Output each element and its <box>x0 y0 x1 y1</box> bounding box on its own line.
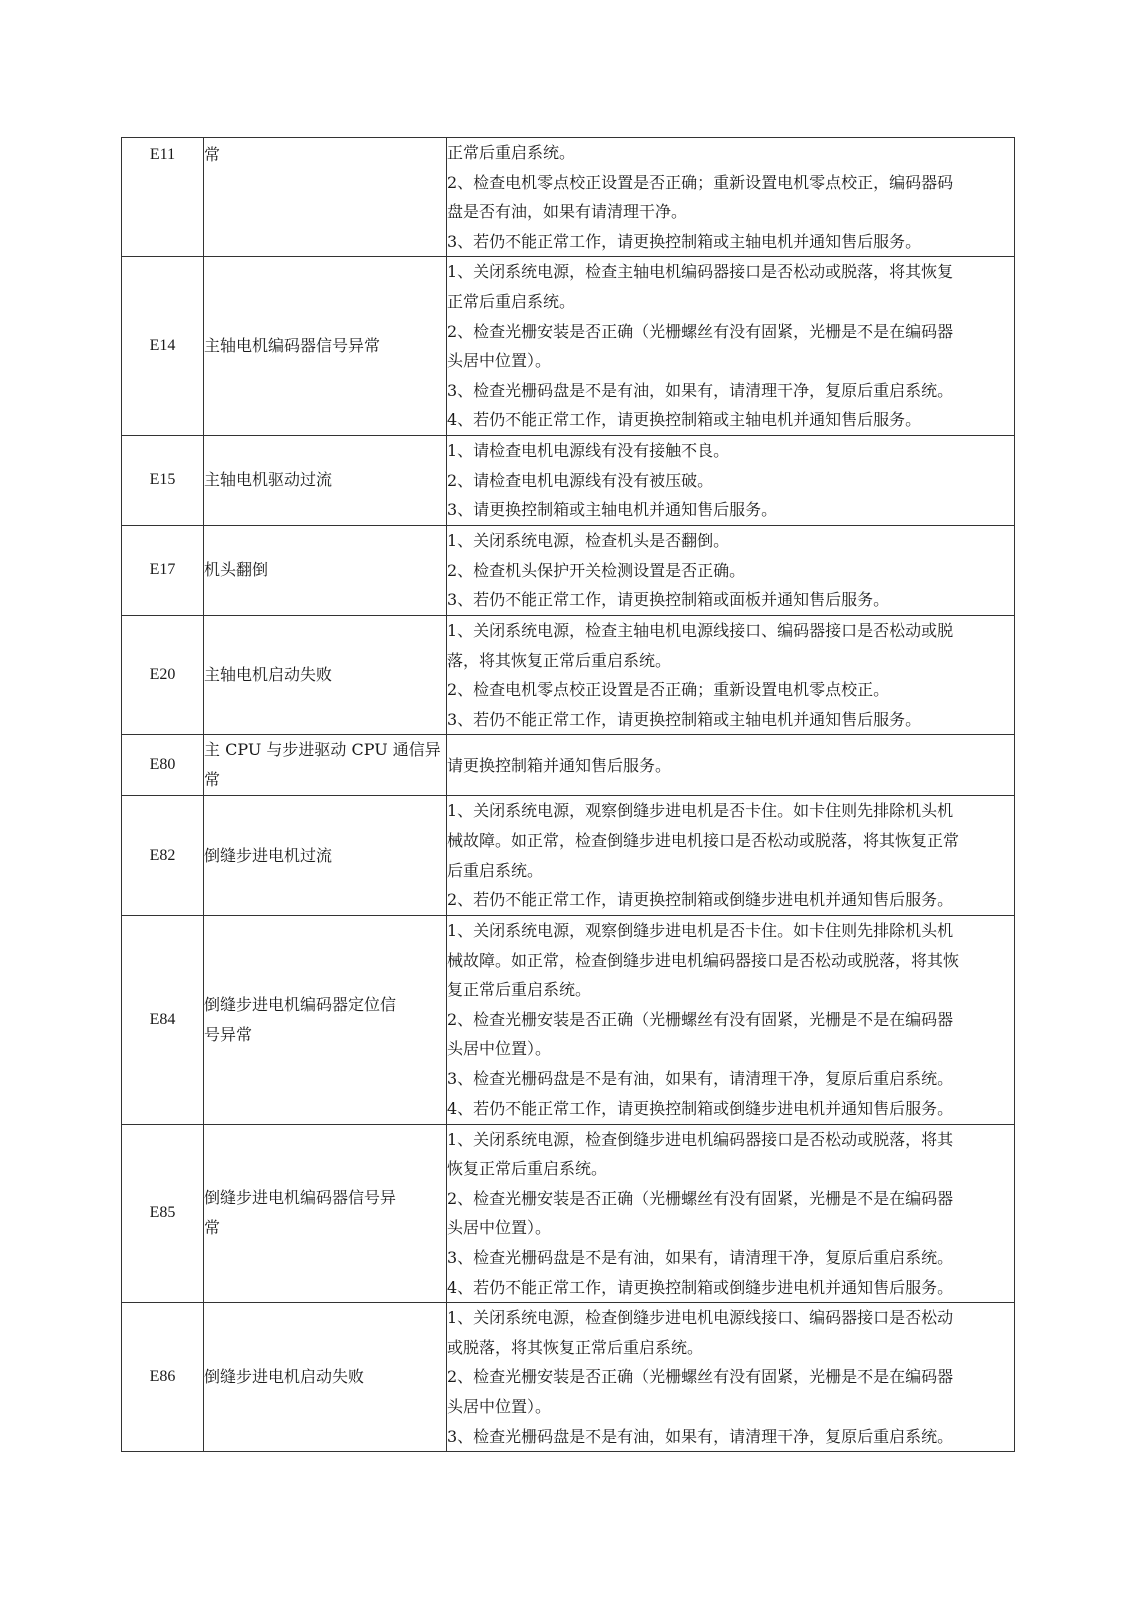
error-code-table <box>121 137 1015 1452</box>
solution-line: 1、关闭系统电源，检查机头是否翻倒。 <box>447 531 730 551</box>
solution-line: 头居中位置）。 <box>447 1397 552 1417</box>
error-code: E17 <box>122 525 204 615</box>
description-line: 倒缝步进电机编码器信号异 <box>204 1188 397 1208</box>
solution-line: 正常后重启系统。 <box>447 291 576 311</box>
solution-line: 2、检查机头保护开关检测设置是否正确。 <box>447 560 746 580</box>
document-page <box>121 137 1014 1452</box>
solution-line: 2、检查光栅安装是否正确（光栅螺丝有没有固紧，光栅是不是在编码器 <box>447 321 954 341</box>
error-code: E80 <box>122 735 204 796</box>
solution-line: 3、若仍不能正常工作，请更换控制箱或主轴电机并通知售后服务。 <box>447 231 922 251</box>
error-description: 机头翻倒 <box>204 525 447 615</box>
solution-line: 头居中位置）。 <box>447 1039 552 1059</box>
description-line: 常 <box>204 770 221 790</box>
solution-cell <box>447 435 1015 525</box>
solution-line: 1、关闭系统电源，检查主轴电机编码器接口是否松动或脱落，将其恢复 <box>447 262 954 282</box>
solution-line: 正常后重启系统。 <box>447 143 576 162</box>
error-description <box>204 1124 447 1303</box>
table-row <box>122 1124 1015 1303</box>
table-row <box>122 525 1015 615</box>
description-line: 号异常 <box>204 1024 253 1044</box>
solution-line: 1、关闭系统电源，观察倒缝步进电机是否卡住。如卡住则先排除机头机 <box>447 801 954 821</box>
solution-line: 盘是否有油，如果有请清理干净。 <box>447 202 688 222</box>
error-code: E11 <box>122 138 204 257</box>
table-row <box>122 615 1015 734</box>
solution-line: 4、若仍不能正常工作，请更换控制箱或倒缝步进电机并通知售后服务。 <box>447 1098 954 1118</box>
solution-line: 后重启系统。 <box>447 860 544 880</box>
table-row <box>122 796 1015 915</box>
error-description <box>204 735 447 796</box>
solution-line: 2、若仍不能正常工作，请更换控制箱或倒缝步进电机并通知售后服务。 <box>447 890 954 910</box>
solution-cell <box>447 1303 1015 1452</box>
solution-line: 3、检查光栅码盘是不是有油，如果有，请清理干净，复原后重启系统。 <box>447 1069 954 1089</box>
solution-cell <box>447 1124 1015 1303</box>
error-description <box>204 915 447 1124</box>
error-code: E85 <box>122 1124 204 1303</box>
error-description: 主轴电机驱动过流 <box>204 435 447 525</box>
solution-line: 3、请更换控制箱或主轴电机并通知售后服务。 <box>447 500 778 520</box>
error-description: 常 <box>204 138 447 257</box>
solution-line: 2、请检查电机电源线有没有被压破。 <box>447 470 714 490</box>
table-row <box>122 915 1015 1124</box>
solution-line: 落，将其恢复正常后重启系统。 <box>447 650 672 670</box>
solution-line: 1、关闭系统电源，检查倒缝步进电机电源线接口、编码器接口是否松动 <box>447 1308 954 1328</box>
description-line: 常 <box>204 1218 221 1238</box>
solution-line: 械故障。如正常，检查倒缝步进电机接口是否松动或脱落，将其恢复正常 <box>447 830 960 850</box>
solution-cell <box>447 138 1015 257</box>
solution-line: 4、若仍不能正常工作，请更换控制箱或主轴电机并通知售后服务。 <box>447 410 922 430</box>
table-row <box>122 138 1015 257</box>
solution-line: 4、若仍不能正常工作，请更换控制箱或倒缝步进电机并通知售后服务。 <box>447 1277 954 1297</box>
solution-cell <box>447 915 1015 1124</box>
solution-line: 头居中位置）。 <box>447 1218 552 1238</box>
error-description: 主轴电机编码器信号异常 <box>204 257 447 436</box>
solution-line: 1、关闭系统电源，观察倒缝步进电机是否卡住。如卡住则先排除机头机 <box>447 921 954 941</box>
error-code: E15 <box>122 435 204 525</box>
solution-line: 1、关闭系统电源，检查倒缝步进电机编码器接口是否松动或脱落，将其 <box>447 1129 954 1149</box>
solution-line: 3、检查光栅码盘是不是有油，如果有，请清理干净，复原后重启系统。 <box>447 1426 954 1446</box>
error-code: E84 <box>122 915 204 1124</box>
error-code: E20 <box>122 615 204 734</box>
table-row <box>122 735 1015 796</box>
solution-cell <box>447 735 1015 796</box>
solution-line: 恢复正常后重启系统。 <box>447 1159 608 1179</box>
error-code: E14 <box>122 257 204 436</box>
error-code: E82 <box>122 796 204 915</box>
table-row <box>122 435 1015 525</box>
solution-line: 2、检查光栅安装是否正确（光栅螺丝有没有固紧，光栅是不是在编码器 <box>447 1367 954 1387</box>
solution-line: 1、关闭系统电源，检查主轴电机电源线接口、编码器接口是否松动或脱 <box>447 620 954 640</box>
error-code: E86 <box>122 1303 204 1452</box>
solution-line: 3、检查光栅码盘是不是有油，如果有，请清理干净，复原后重启系统。 <box>447 380 954 400</box>
solution-line: 2、检查电机零点校正设置是否正确；重新设置电机零点校正，编码器码 <box>447 172 954 192</box>
error-description: 倒缝步进电机过流 <box>204 796 447 915</box>
solution-line: 2、检查光栅安装是否正确（光栅螺丝有没有固紧，光栅是不是在编码器 <box>447 1188 954 1208</box>
solution-line: 复正常后重启系统。 <box>447 980 592 1000</box>
solution-line: 请更换控制箱并通知售后服务。 <box>447 755 672 775</box>
solution-line: 3、若仍不能正常工作，请更换控制箱或面板并通知售后服务。 <box>447 590 890 610</box>
solution-line: 2、检查光栅安装是否正确（光栅螺丝有没有固紧，光栅是不是在编码器 <box>447 1009 954 1029</box>
solution-line: 2、检查电机零点校正设置是否正确；重新设置电机零点校正。 <box>447 680 890 700</box>
table-row <box>122 1303 1015 1452</box>
solution-line: 头居中位置）。 <box>447 351 552 371</box>
solution-line: 1、请检查电机电源线有没有接触不良。 <box>447 441 730 461</box>
error-description: 主轴电机启动失败 <box>204 615 447 734</box>
solution-cell <box>447 796 1015 915</box>
description-line: 主 CPU 与步进驱动 CPU 通信异 <box>204 740 441 760</box>
solution-line: 械故障。如正常，检查倒缝步进电机编码器接口是否松动或脱落，将其恢 <box>447 950 960 970</box>
solution-line: 3、检查光栅码盘是不是有油，如果有，请清理干净，复原后重启系统。 <box>447 1248 954 1268</box>
description-line: 倒缝步进电机编码器定位信 <box>204 994 397 1014</box>
solution-line: 或脱落，将其恢复正常后重启系统。 <box>447 1337 704 1357</box>
solution-cell <box>447 257 1015 436</box>
error-description: 倒缝步进电机启动失败 <box>204 1303 447 1452</box>
solution-cell <box>447 525 1015 615</box>
table-row <box>122 257 1015 436</box>
solution-cell <box>447 615 1015 734</box>
solution-line: 3、若仍不能正常工作，请更换控制箱或主轴电机并通知售后服务。 <box>447 709 922 729</box>
